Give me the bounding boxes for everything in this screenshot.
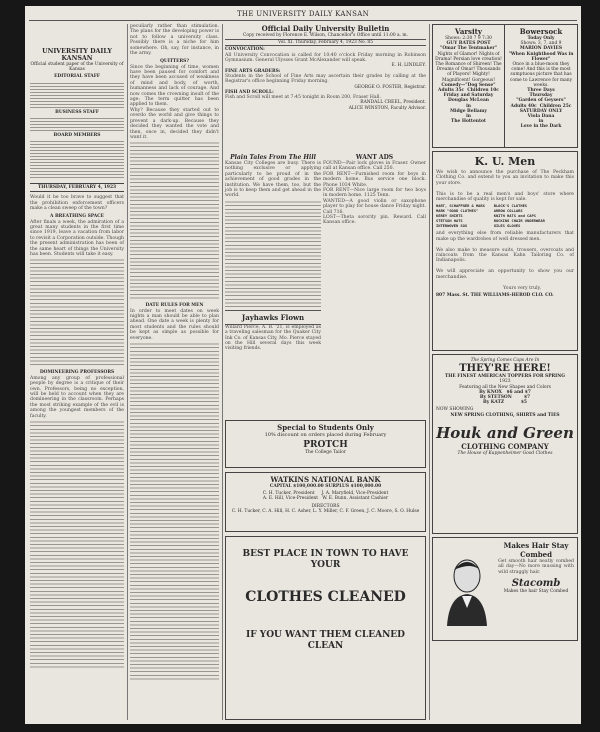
editorial-body-2: Among any group of professional people by degree is a critique of their own. Professors, being no exception, will be held to account when they are domineering in the classroom. Perhaps the most striking example of the evil is among the youngest members of the faculty. — [30, 375, 126, 419]
bulletin-volume: Vol. XI. Thursday, February 4, 1923 No. 85 — [225, 39, 426, 46]
spring-year: 1923 — [499, 379, 511, 385]
editorial-heading-1: A BREATHING SPACE — [50, 214, 104, 220]
stacomb-brand: Stacomb — [511, 578, 561, 590]
fish-scroll-sign-2: ALICE WINSTON, Faculty Advisor. — [348, 105, 426, 111]
protch-sub: The College Tailor — [305, 450, 346, 455]
bowersock-title: Bowersock — [519, 27, 563, 36]
daily-bulletin — [225, 24, 426, 152]
bulletin-title: Official Daily University Bulletin — [261, 24, 390, 33]
watkins-directors: DIRECTORS C. H. Tucker, C. A. Hill, H. C. Asher, L. Y. Miller, C. F. Green, J. C. Moore, S. O. Hulse — [231, 503, 420, 514]
board-heading: BOARD MEMBERS — [53, 132, 101, 138]
fish-scroll-sign-1: RANDALL CREEL, President. — [360, 100, 426, 106]
column-3 — [225, 154, 321, 416]
varsity-film: "Omar The Tentmaker" — [440, 46, 497, 52]
want-ads — [323, 154, 426, 416]
varsity-star: GUY BATES POST — [446, 41, 491, 47]
protch-name: PROTCH — [303, 440, 348, 450]
staff-list — [30, 81, 124, 109]
watkins-bank-ad — [225, 472, 426, 532]
column-divider — [222, 24, 223, 720]
clothes-cleaned-text: CLOTHES CLEANED — [245, 589, 406, 605]
varsity-body: Nights of Glamor! Nights of Drama! Persian love creation! The Romance of Shireen! The Dreams of Omar! Thousands of Players! Mighty! Magnificent! Gorgeous! — [435, 51, 502, 83]
page-header — [25, 10, 581, 18]
special-body: 10% discount on orders placed during February — [264, 432, 387, 438]
column-divider — [127, 24, 128, 720]
kumen-brands: HART, SCHAFFNER & MARX BLOCK'S CLOTHES MARK "GOOD CLOTHES" ARROW COLLARS KEREY SHIRTS KNITH HATS and CAPS STETSON HATS ROCKING CHAIR UNDERWEAR INTERWOVEN SOX GILES GLOVES — [436, 204, 545, 229]
bowersock-today: Today Only — [527, 36, 555, 41]
spring-now: NOW SHOWING — [436, 407, 474, 413]
header-rule — [29, 20, 577, 21]
stacomb-body: Get smooth hair neatly combed all day—No more mussing with wild straggly hair. — [498, 559, 576, 575]
best-place-text: BEST PLACE IN TOWN TO HAVE YOUR — [242, 549, 409, 570]
date-rules-heading: DATE RULES FOR MEN — [145, 303, 204, 309]
column-1 — [30, 24, 124, 720]
staff-heading: EDITORIAL STAFF — [54, 74, 100, 80]
plain-tales-body: Kansas City Colleges are busy. There is nothing exclusive or applying particularly to be proud of in the achievement of good grades in the institution. We have them, too, but the job is to keep them and get ahead in the world. — [225, 161, 323, 199]
bowersock-body: Once in a blue-moon they come! And this is the most sumptuous picture that has come to Lawrence for many weeks. — [509, 62, 573, 88]
fish-scroll-heading: FISH AND SCROLL: — [225, 89, 274, 95]
convocation-body: All University Convocation is called for 10:40 o'clock Friday morning in Robinson Gymnasium. General Ulysses Grant McAlexander will speak. — [225, 52, 428, 64]
cleaners-ad — [225, 536, 426, 720]
varsity-shows: Shows: 2:30 7 9 7:30 — [445, 36, 492, 41]
bowersock-ad — [505, 25, 577, 147]
bowersock-film: "When Knighthood Was in Flower" — [508, 51, 574, 62]
stacomb-tag: Makes the hair Stay Combed — [503, 589, 569, 595]
stacomb-ad — [432, 537, 578, 641]
column-4 — [432, 24, 578, 720]
want-ads-body: FOUND—Pair lock gloves in Fraser. Owner call at Kansan office. Call 250. FOR RENT—Furnished room for boys in modern home. Bus service one block. Phone 1034 White. FOR RENT—Nice large room for two boys in modern home. 1125 Tenn. WANTED—A good violin or saxophone player to play for house dance Friday night. Call 716. LOST—Theta sorority pin. Reward. Call Kansan office. — [323, 161, 426, 226]
fine-arts-body: Students in the School of Fine Arts may ascertain their grades by calling at the Registrar's office beginning Friday morning. — [225, 73, 428, 85]
protch-ad — [225, 420, 426, 468]
jayhawks-heading: Jayhawks Flown — [225, 310, 321, 325]
stacomb-heading: Makes Hair Stay Combed — [503, 541, 569, 559]
convocation-sign: E. H. LINDLEY. — [391, 63, 426, 69]
theatre-ads — [432, 24, 578, 148]
spring-feature: Featuring all the New Shapes and Colors — [459, 384, 551, 390]
jayhawks-body: Willard Pierce, A. B. '21, is employed as a traveling salesman for the Quaker City Ink Co. of Kansas City, Mo. Pierce stayed on the Hill several days this week visiting friends. — [225, 324, 323, 352]
spring-sub: THE FINEST AMERICAN TOPPERS FOR SPRING — [445, 374, 565, 380]
bowersock-shows: Shows: 3, 7, and 9 — [520, 41, 562, 47]
houk-green-logo: Houk and Green — [436, 423, 574, 442]
spring-heading: THEY'RE HERE! — [459, 363, 551, 375]
fish-scroll-body: Fish and Scroll will meet at 7:45 tonight in Room 200, Fraser Hall. — [225, 95, 381, 101]
houk-green-ad — [432, 354, 578, 534]
date-line: THURSDAY, FEBRUARY 4, 1923 — [30, 183, 124, 192]
plain-tales-text — [225, 199, 321, 307]
spring-caps-line: The Spring Comes Caps Are In — [470, 358, 540, 363]
varsity-ad — [433, 25, 505, 147]
editorial-text-block — [30, 257, 124, 367]
bowersock-extra: Three Days Thursday "Garden of Geysers" Adults 40c Children 25c SATURDAY ONLY Viola Dana in Love in the Dark — [510, 88, 572, 130]
newspaper-title: THE UNIVERSITY DAILY KANSAN — [236, 10, 370, 18]
varsity-extra: Comedy—"Dog Sense" Adults 35c Children 10c Friday and Saturday Douglas McLean in Midge Bellamy in The Hottentot — [438, 82, 499, 125]
col2-body-1: peculiarly rather than stimulation. The plans for the developing power is not to follow a university class. Possibly there is a niche for him somewhere. Oh, say, for instance, in the army. — [130, 24, 221, 57]
column-divider — [429, 24, 430, 720]
man-portrait-icon — [441, 552, 493, 626]
kumen-ad — [432, 151, 578, 351]
col2-text-block — [130, 140, 219, 300]
quitters-body: Since the beginning of time, women have been paused for comfort and they have been accused of weakness of mind and body, of worth, humanness and lack of courage. And now comes the crowning insult of the age: The term quitter has been applied to them. — [130, 64, 221, 108]
bulletin-sub: Copy received by Florence E. Wilson, Chancellor's Office until 11:00 a. m. — [243, 33, 408, 38]
watkins-heading: WATKINS NATIONAL BANK — [270, 475, 381, 484]
editorial-intro: Would it be too brave to suggest that the prohibition enforcement officers make a clean sweep of the town? — [30, 195, 126, 212]
date-rules-body: In order to meet dates on week nights a man should be able to plan ahead. One date a week is plenty for most students and the rules should be kept as simple as possible for everyone. — [130, 308, 221, 341]
stacomb-portrait — [436, 541, 498, 637]
kumen-sign: 807 Mass. St. THE WILLIAMS-HEROD CLO. CO. — [436, 292, 554, 298]
varsity-title: Varsity — [455, 27, 482, 36]
kumen-body-2: and everything else from reliable manufacturers that make up the wardrobes of well dressed men. We also make to measure suits, trousers, overcoats and raincoats from the Kansas Kahn Tailoring Co. of Indianapolis. We will appreciate an opportunity to show you our merchandise. Yours very truly, — [436, 231, 574, 291]
bowersock-star: MARION DAVIES — [519, 46, 563, 52]
spring-brands: By KNOX $6 and $7 By STETSON $7 By KATZ $5 — [479, 389, 531, 406]
business-heading: BUSINESS STAFF — [55, 109, 99, 115]
editorial-text-block — [30, 419, 124, 669]
spring-new: NEW SPRING CLOTHING, SHIRTS and TIES — [450, 412, 560, 418]
editorial-body-1: After finals a week, the admiration of a great many students in the first time since 1919, leave a vacation from labor to revisit a Corporation outside. Though the present administration has been of the same heart of things the University has been. Students will take it easy. — [30, 219, 126, 258]
masthead: UNIVERSITY DAILY KANSAN — [42, 48, 112, 62]
newspaper-page — [25, 6, 581, 724]
watkins-capital: CAPITAL $100,000.00 SURPLUS $100,000.00 — [269, 484, 382, 489]
fine-arts-heading: FINE ARTS GRADERS: — [225, 68, 281, 74]
quitters-body-2: Why? Because they started out to overdo the world and give things to prevent a dark-up. Because they decided they wanted the vote and then, once in, decided they didn't want it. — [130, 107, 221, 140]
column-2 — [130, 24, 219, 720]
houk-green-tag: The House of Kuppenheimer Good Clothes — [457, 450, 553, 456]
special-heading: Special to Students Only — [277, 423, 374, 432]
stacomb-copy — [498, 541, 574, 637]
plain-tales-heading: Plain Tales From The Hill — [230, 154, 316, 161]
if-you-want-text: IF YOU WANT THEM CLEANED CLEAN — [246, 630, 405, 651]
business-list — [30, 116, 124, 132]
fine-arts-sign: GEORGE O. FOSTER, Registrar. — [354, 84, 426, 90]
board-list — [30, 139, 124, 179]
col2-text-block — [130, 341, 219, 681]
want-ads-heading: WANT ADS — [355, 154, 394, 161]
houk-green-sub: CLOTHING COMPANY — [461, 441, 549, 451]
kumen-body: We wish to announce the purchase of The Peckham Clothing Co. and extend to you an invitation to make this your store. This is to be a real men's and boys' store where merchandise of quality is kept for sale. — [436, 170, 574, 203]
watkins-officers: C. H. Tucker, President J. A. Maryfield, Vice-President A. E. Hill, Vice-President W. E. Bunn, Assistant Cashier — [262, 491, 389, 502]
convocation-heading: CONVOCATION: — [225, 47, 265, 53]
masthead-sub: Official student paper of the University of Kansas — [30, 62, 124, 73]
kumen-heading: K. U. Men — [474, 155, 536, 168]
editorial-heading-2: DOMINEERING PROFESSORS — [39, 370, 115, 376]
quitters-heading: QUITTERS? — [160, 59, 189, 65]
